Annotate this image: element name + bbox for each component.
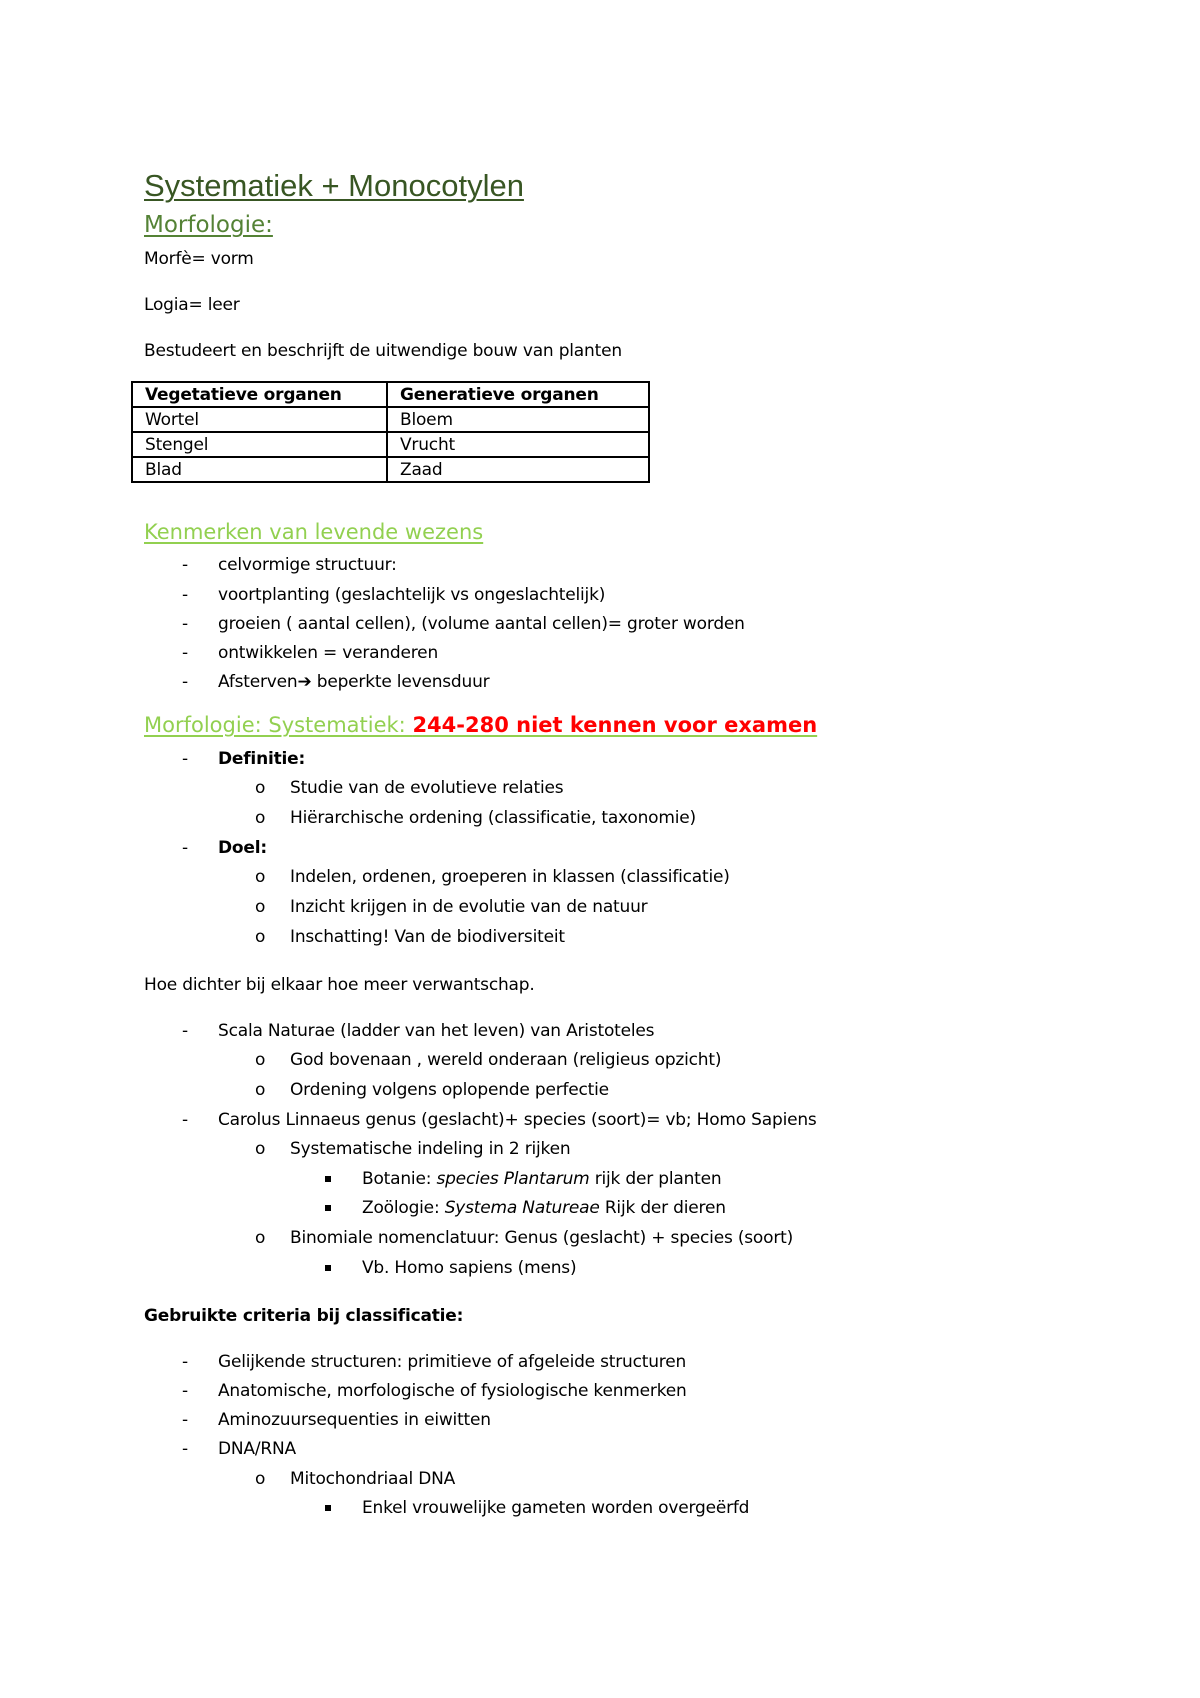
systematiek-heading: Morfologie: Systematiek: 244-280 niet kennen voor examen: [144, 713, 818, 737]
list-item: [0, 748, 1200, 772]
table-cell: Stengel: [132, 432, 387, 457]
circle-bullet: o: [255, 808, 266, 828]
list-item-text: Vb. Homo sapiens (mens): [362, 1258, 577, 1278]
list-item-text: Ordening volgens oplopende perfectie: [290, 1080, 609, 1100]
square-bullet-icon: [325, 1265, 331, 1271]
dash-bullet: -: [182, 614, 188, 634]
list-item: [0, 807, 1200, 831]
list-item: [0, 926, 1200, 950]
document-title: Systematiek + Monocotylen: [144, 168, 524, 203]
list-item-text: Carolus Linnaeus genus (geslacht)+ species (soort)= vb; Homo Sapiens: [218, 1110, 817, 1130]
table-cell: Zaad: [387, 457, 649, 482]
circle-bullet: o: [255, 1080, 266, 1100]
list-item: [0, 613, 1200, 637]
circle-bullet: o: [255, 927, 266, 947]
dash-bullet: -: [182, 1410, 188, 1430]
list-item: [0, 642, 1200, 666]
table-header-cell: Generatieve organen: [387, 382, 649, 407]
list-item: [0, 1438, 1200, 1462]
list-item-text: Zoölogie: Systema Natureae Rijk der dieren: [362, 1198, 726, 1218]
list-item-text: God bovenaan , wereld onderaan (religieus opzicht): [290, 1050, 722, 1070]
list-item: [0, 554, 1200, 578]
list-item-text: Binomiale nomenclatuur: Genus (geslacht) + species (soort): [290, 1228, 794, 1248]
list-item: [0, 1468, 1200, 1492]
square-bullet-icon: [325, 1176, 331, 1182]
exam-note: 244-280 niet kennen voor examen: [412, 713, 818, 737]
list-item: [0, 1197, 1200, 1221]
dash-bullet: -: [182, 749, 188, 769]
list-item-text: Studie van de evolutieve relaties: [290, 778, 564, 798]
list-item: [0, 1138, 1200, 1162]
list-item-text: Afsterven➔ beperkte levensduur: [218, 672, 490, 692]
list-item-text: celvormige structuur:: [218, 555, 397, 575]
circle-bullet: o: [255, 897, 266, 917]
list-item: [0, 1257, 1200, 1281]
square-bullet-icon: [325, 1205, 331, 1211]
circle-bullet: o: [255, 1139, 266, 1159]
organ-table: [131, 381, 650, 483]
list-item-text: Aminozuursequenties in eiwitten: [218, 1410, 491, 1430]
list-item: [0, 866, 1200, 890]
list-item-text: Hiërarchische ordening (classificatie, taxonomie): [290, 808, 696, 828]
intro-line: Morfè= vorm: [144, 249, 254, 269]
arrow-icon: ➔: [297, 672, 312, 692]
square-bullet-icon: [325, 1505, 331, 1511]
kenmerken-heading: Kenmerken van levende wezens: [144, 520, 484, 544]
list-item-text: Botanie: species Plantarum rijk der planten: [362, 1169, 722, 1189]
dash-bullet: -: [182, 1439, 188, 1459]
list-item-text: Anatomische, morfologische of fysiologische kenmerken: [218, 1381, 687, 1401]
list-item-text: Inschatting! Van de biodiversiteit: [290, 927, 565, 947]
list-item-text: Inzicht krijgen in de evolutie van de natuur: [290, 897, 648, 917]
definitie-label: Definitie:: [218, 749, 306, 769]
list-item: [0, 1497, 1200, 1521]
list-item-text: ontwikkelen = veranderen: [218, 643, 439, 663]
dash-bullet: -: [182, 585, 188, 605]
list-item-text: DNA/RNA: [218, 1439, 296, 1459]
list-item-text: Indelen, ordenen, groeperen in klassen (classificatie): [290, 867, 730, 887]
list-item: [0, 896, 1200, 920]
list-item-text: Mitochondriaal DNA: [290, 1469, 456, 1489]
list-item: [0, 671, 1200, 695]
table-header-row: [132, 382, 649, 407]
list-item: [0, 1020, 1200, 1044]
list-item: [0, 1079, 1200, 1103]
dash-bullet: -: [182, 1110, 188, 1130]
table-cell: Blad: [132, 457, 387, 482]
list-item-text: groeien ( aantal cellen), (volume aantal cellen)= groter worden: [218, 614, 745, 634]
circle-bullet: o: [255, 1469, 266, 1489]
table-row: [132, 432, 649, 457]
dash-bullet: -: [182, 838, 188, 858]
verwantschap-text: Hoe dichter bij elkaar hoe meer verwantschap.: [144, 975, 535, 995]
list-item: [0, 584, 1200, 608]
list-item: [0, 1049, 1200, 1073]
list-item: [0, 1409, 1200, 1433]
circle-bullet: o: [255, 1050, 266, 1070]
list-item: [0, 1351, 1200, 1375]
circle-bullet: o: [255, 1228, 266, 1248]
criteria-heading: Gebruikte criteria bij classificatie:: [144, 1306, 464, 1326]
list-item: [0, 1380, 1200, 1404]
table-row: [132, 457, 649, 482]
table-cell: Bloem: [387, 407, 649, 432]
list-item-text: Enkel vrouwelijke gameten worden overgeërfd: [362, 1498, 750, 1518]
list-item: [0, 1168, 1200, 1192]
dash-bullet: -: [182, 555, 188, 575]
table-cell: Vrucht: [387, 432, 649, 457]
circle-bullet: o: [255, 778, 266, 798]
dash-bullet: -: [182, 672, 188, 692]
list-item-text: Systematische indeling in 2 rijken: [290, 1139, 571, 1159]
dash-bullet: -: [182, 643, 188, 663]
list-item: [0, 1109, 1200, 1133]
circle-bullet: o: [255, 867, 266, 887]
dash-bullet: -: [182, 1381, 188, 1401]
intro-line: Bestudeert en beschrijft de uitwendige bouw van planten: [144, 341, 622, 361]
list-item-text: Gelijkende structuren: primitieve of afgeleide structuren: [218, 1352, 687, 1372]
table-header-cell: Vegetatieve organen: [132, 382, 387, 407]
list-item-text: Scala Naturae (ladder van het leven) van Aristoteles: [218, 1021, 655, 1041]
list-item: [0, 777, 1200, 801]
list-item: [0, 1227, 1200, 1251]
table-row: [132, 407, 649, 432]
morfologie-heading: Morfologie:: [144, 212, 273, 238]
list-item-text: voortplanting (geslachtelijk vs ongeslachtelijk): [218, 585, 606, 605]
dash-bullet: -: [182, 1352, 188, 1372]
doel-label: Doel:: [218, 838, 267, 858]
list-item: [0, 837, 1200, 861]
table-cell: Wortel: [132, 407, 387, 432]
intro-line: Logia= leer: [144, 295, 240, 315]
dash-bullet: -: [182, 1021, 188, 1041]
